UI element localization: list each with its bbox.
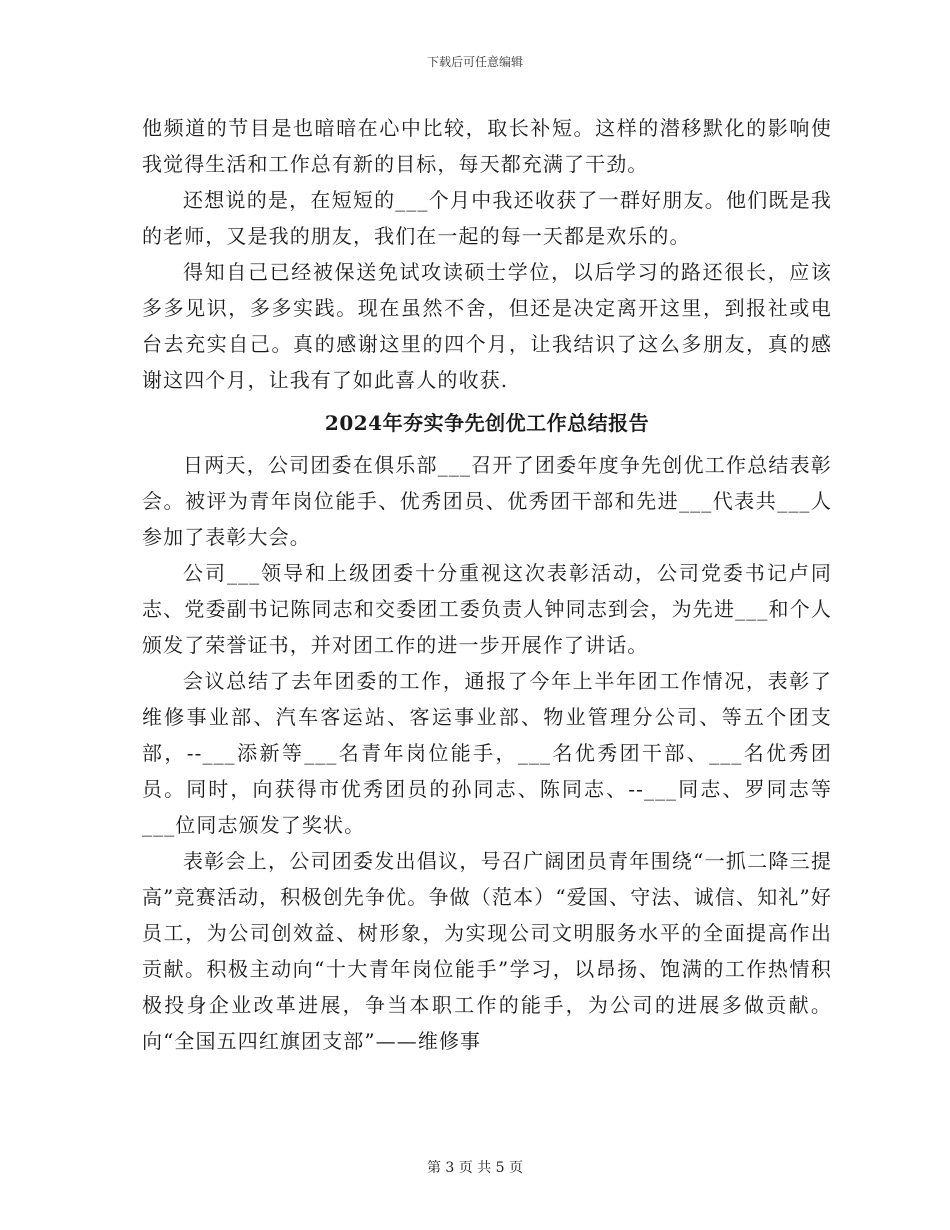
paragraph-continuation: 他频道的节目是也暗暗在心中比较，取长补短。这样的潜移默化的影响使我觉得生活和工作总有新的目标，每天都充满了干劲。	[142, 116, 832, 176]
page-header-note: 下载后可任意编辑	[426, 55, 523, 69]
document-body	[142, 110, 832, 1059]
paragraph: 公司___领导和上级团委十分重视这次表彰活动，公司党委书记卢同志、党委副书记陈同志和交委团工委负责人钟同志到会，为先进___和个人颁发了荣誉证书，并对团工作的进一步开展作了讲话。	[142, 561, 832, 657]
paragraph: 表彰会上，公司团委发出倡议，号召广阔团员青年围绕“一抓二降三提高”竞赛活动，积极创先争优。争做（范本）“爱国、守法、诚信、知礼”好员工，为公司创效益、树形象，为实现公司文明服务水平的全面提高作出贡献。积极主动向“十大青年岗位能手”学习，以昂扬、饱满的工作热情积极投身企业改革进展，争当本职工作的能手，为公司的进展多做贡献。向“全国五四红旗团支部”——维修事	[142, 849, 832, 1053]
paragraph: 还想说的是，在短短的___个月中我还收获了一群好朋友。他们既是我的老师，又是我的朋友，我们在一起的每一天都是欢乐的。	[142, 188, 832, 248]
section-title: 2024年夯实争先创优工作总结报告	[324, 411, 650, 435]
paragraph: 日两天，公司团委在俱乐部___召开了团委年度争先创优工作总结表彰会。被评为青年岗位能手、优秀团员、优秀团干部和先进___代表共___人参加了表彰大会。	[142, 453, 832, 549]
paragraph: 得知自己已经被保送免试攻读硕士学位，以后学习的路还很长，应该多多见识，多多实践。现在虽然不舍，但还是决定离开这里，到报社或电台去充实自己。真的感谢这里的四个月，让我结识了这么多朋友，真的感谢这四个月，让我有了如此喜人的收获.	[142, 260, 832, 392]
paragraph: 会议总结了去年团委的工作，通报了今年上半年团工作情况，表彰了维修事业部、汽车客运站、客运事业部、物业管理分公司、等五个团支部，--___添新等___名青年岗位能手，___名优秀团干部、___名优秀团员。同时，向获得市优秀团员的孙同志、陈同志、--___同志、罗同志等___位同志颁发了奖状。	[142, 669, 832, 837]
page-number: 第 3 页 共 5 页	[426, 1160, 524, 1176]
